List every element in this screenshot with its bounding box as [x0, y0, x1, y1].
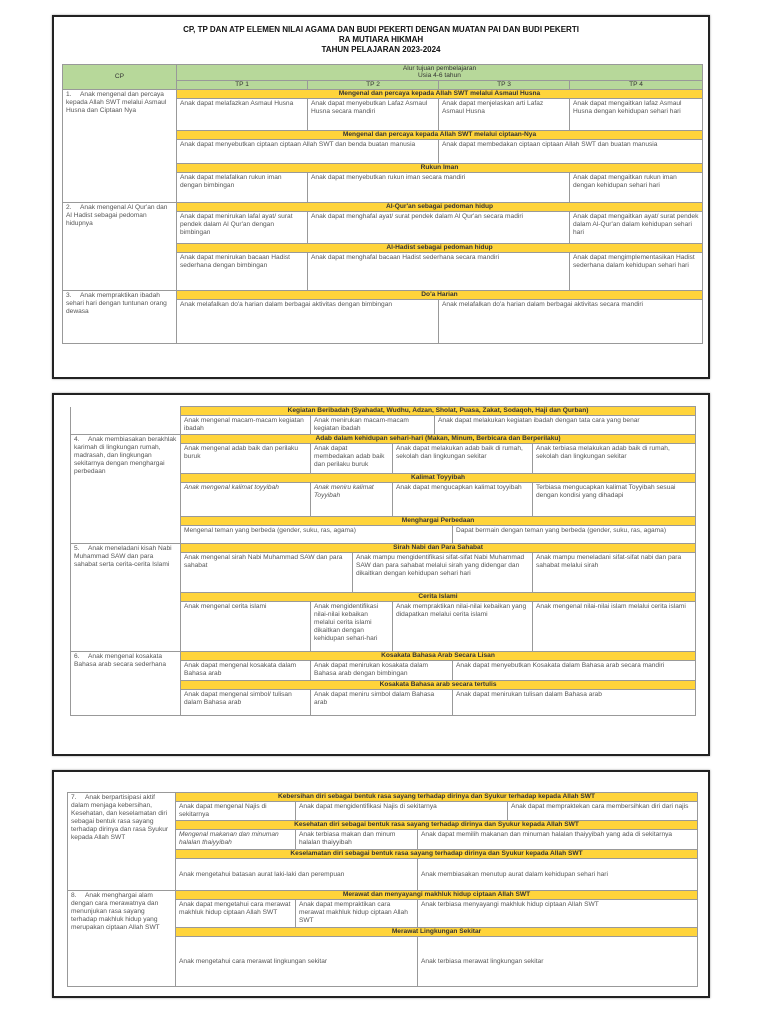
table-cell: Anak mengenal sirah Nabi Muhammad SAW dan para sahabat — [181, 553, 353, 593]
table-cell: Anak melafalkan do'a harian dalam berbagai aktivitas secara mandiri — [439, 300, 703, 344]
document-page-2 — [52, 393, 710, 756]
table-cell: Anak mengetahui batasan aurat laki-laki dan perempuan — [176, 859, 418, 891]
band-quran: Al-Qur'an sebagai pedoman hidup — [177, 203, 703, 212]
cp-number: 5. — [74, 545, 80, 552]
cp-text: Anak mengenal kosakata Bahasa arab secara sederhana — [74, 653, 167, 668]
table-cell: Anak menirukan macam-macam kegiatan ibadah — [311, 416, 435, 435]
cp-table-page-1 — [62, 64, 703, 344]
cp-number: 7. — [71, 794, 77, 801]
header-tp2: TP 2 — [308, 81, 439, 90]
table-cell: Mengenal makanan dan minuman halalan thaiyyibah — [176, 830, 296, 850]
band-hadist: Al-Hadist sebagai pedoman hidup — [177, 244, 703, 253]
band-ciptaan: Mengenal dan percaya kepada Allah SWT melalui ciptaan-Nya — [177, 131, 703, 140]
table-cell: Anak mengidentifikasi nilai-nilai kebaikan melalui cerita islami dikaitkan dengan kehidupan sehari-hari — [311, 602, 393, 652]
cp-cell-5 — [71, 544, 181, 652]
table-cell: Anak dapat melafazkan Asmaul Husna — [177, 99, 308, 131]
header-alur-line2: Usia 4-6 tahun — [418, 72, 461, 79]
header-tp1: TP 1 — [177, 81, 308, 90]
table-cell: Anak dapat mengenal simbol/ tulisan dalam Bahasa arab — [181, 690, 311, 716]
band-kebersihan: Kebersihan diri sebagai bentuk rasa sayang terhadap dirinya dan Syukur terhadap kepada Allah SWT — [176, 793, 698, 802]
table-cell: Anak mengenal nilai-nilai islam melalui cerita islami — [533, 602, 696, 652]
cp-cell-6 — [71, 652, 181, 716]
table-cell: Anak dapat mengucapkan kalimat toyyibah — [393, 483, 533, 517]
cp-text: Anak berpartisipasi aktif dalam menjaga kebersihan, Kesehatan, dan keselamatan diri sebagai bentuk rasa sayang terhadap dirinya dan rasa Syukur kepada Allah SWT — [71, 794, 169, 841]
table-cell: Dapat bermain dengan teman yang berbeda (gender, suku, ras, agama) — [453, 526, 696, 544]
band-kalimat-toyyibah: Kalimat Toyyibah — [181, 474, 696, 483]
table-cell: Anak terbiasa merawat lingkungan sekitar — [418, 937, 698, 987]
cp-text: Anak mengenal Al Qur'an dan Al Hadist sebagai pedoman hidupnya — [66, 204, 168, 227]
cp-number: 3. — [66, 292, 72, 299]
band-rukun-iman: Rukun Iman — [177, 164, 703, 173]
table-cell: Anak membiasakan menutup aurat dalam kehidupan sehari hari — [418, 859, 698, 891]
cp-text: Anak membiasakan berakhlak karimah di lingkungan rumah, madrasah, dan lingkungan sekitarnya dengan menghargai perbedaan — [74, 436, 177, 475]
table-cell: Anak dapat menjelaskan arti Lafaz Asmaul Husna — [439, 99, 570, 131]
header-alur — [177, 65, 703, 81]
title-line-3: TAHUN PELAJARAN 2023-2024 — [321, 45, 441, 54]
table-cell: Anak mengenal adab baik dan perilaku buruk — [181, 444, 311, 474]
band-adab: Adab dalam kehidupan sehari-hari (Makan, Minum, Berbicara dan Berperilaku) — [181, 435, 696, 444]
cp-text: Anak menghargai alam dengan cara merawatnya dan menunjukan rasa sayang terhadap makhluk hidup yang merupakan ciptaan Allah SWT — [71, 892, 160, 931]
cp-continued-cell — [71, 407, 181, 435]
table-cell: Anak dapat membedakan adab baik dan perilaku buruk — [311, 444, 393, 474]
table-cell: Anak dapat mempraktikan cara merawat makhluk hidup ciptaan Allah SWT — [296, 900, 418, 928]
table-cell: Anak dapat mengenal Najis di sekitarnya — [176, 802, 296, 821]
cp-number: 4. — [74, 436, 80, 443]
cp-text: Anak mempraktikan ibadah sehari hari dengan tuntunan orang dewasa — [66, 292, 167, 315]
band-menghargai: Menghargai Perbedaan — [181, 517, 696, 526]
table-cell: Anak dapat melakukan adab baik di rumah, sekolah dan lingkungan sekitar — [393, 444, 533, 474]
table-cell: Anak dapat melakukan kegiatan ibadah dengan tata cara yang benar — [435, 416, 696, 435]
table-cell: Anak dapat mengaitkan ayat/ surat pendek dalam Al-Qur'an dalam kehidupan sehari hari — [570, 212, 703, 244]
table-cell: Anak dapat mengenal kosakata dalam Bahasa arab — [181, 661, 311, 681]
table-cell: Anak terbiasa makan dan minum halalan thaiyyibah — [296, 830, 418, 850]
table-cell: Mengenal teman yang berbeda (gender, suku, ras, agama) — [181, 526, 453, 544]
cp-cell-2 — [63, 203, 177, 291]
cp-table-page-2 — [70, 406, 696, 716]
table-cell: Anak dapat mengaitkan rukun iman dengan kehidupan sehari hari — [570, 173, 703, 203]
table-cell: Anak mampu mengidentifikasi sifat-sifat Nabi Muhammad SAW dan para sahabat melalui sirah yang didengar dan dikaitkan dengan kehidupan sehari hari — [353, 553, 533, 593]
table-cell: Anak dapat menirukan kosakata dalam Bahasa arab dengan bimbingan — [311, 661, 453, 681]
cp-cell-3 — [63, 291, 177, 344]
table-cell: Anak melafalkan do'a harian dalam berbagai aktivitas dengan bimbingan — [177, 300, 439, 344]
header-alur-line1: Alur tujuan pembelajaran — [402, 65, 477, 72]
table-cell: Anak dapat membedakan ciptaan ciptaan Allah SWT dan buatan manusia — [439, 140, 703, 164]
cp-number: 6. — [74, 653, 80, 660]
band-asmaul-husna: Mengenal dan percaya kepada Allah SWT melalui Asmaul Husna — [177, 90, 703, 99]
table-cell: Anak dapat menyebutkan Kosakata dalam Bahasa arab secara mandiri — [453, 661, 696, 681]
table-cell: Anak dapat menirukan tulisan dalam Bahasa arab — [453, 690, 696, 716]
table-cell: Anak dapat mengaitkan lafaz Asmaul Husna dengan kehidupan sehari hari — [570, 99, 703, 131]
band-keselamatan: Keselamatan diri sebagai bentuk rasa sayang terhadap dirinya dan Syukur kepada Allah SWT — [176, 850, 698, 859]
table-cell: Anak dapat menirukan lafal ayat/ surat pendek dalam Al Qur'an dengan bimbingan — [177, 212, 308, 244]
title-line-1: CP, TP DAN ATP ELEMEN NILAI AGAMA DAN BUDI PEKERTI DENGAN MUATAN PAI DAN BUDI PEKERTI — [183, 25, 579, 34]
table-cell: Anak dapat melafalkan rukun iman dengan bimbingan — [177, 173, 308, 203]
header-tp4: TP 4 — [570, 81, 703, 90]
band-kosakata-lisan: Kosakata Bahasa Arab Secara Lisan — [181, 652, 696, 661]
table-cell: Anak terbiasa melakukan adab baik di rumah, sekolah dan lingkungan sekitar — [533, 444, 696, 474]
table-cell: Anak dapat mempraktekan cara membersihkan diri dari najis — [508, 802, 698, 821]
table-cell: Anak dapat mengimplementasikan Hadist sederhana dalam kehidupan sehari hari — [570, 253, 703, 291]
cp-text: Anak meneladani kisah Nabi Muhammad SAW dan para sahabat serta cerita-cerita Islami — [74, 545, 172, 568]
header-cp: CP — [63, 65, 177, 90]
band-merawat: Merawat dan menyayangi makhluk hidup ciptaan Allah SWT — [176, 891, 698, 900]
table-cell: Anak mempraktikan nilai-nilai kebaikan yang didapatkan melalui cerita islami — [393, 602, 533, 652]
band-lingkungan: Merawat Lingkungan Sekitar — [176, 928, 698, 937]
cp-number: 1. — [66, 91, 72, 98]
table-cell: Anak terbiasa menyayangi makhluk hidup ciptaan Allah SWT — [418, 900, 698, 928]
cp-text: Anak mengenal dan percaya kepada Allah SWT melalui Asmaul Husna dan Ciptaan Nya — [66, 91, 167, 114]
table-cell: Anak dapat menyebutkan ciptaan ciptaan Allah SWT dan benda buatan manusia — [177, 140, 439, 164]
table-cell: Anak mampu meneladani sifat-sifat nabi dan para sahabat melalui sirah — [533, 553, 696, 593]
header-tp3: TP 3 — [439, 81, 570, 90]
table-cell: Anak dapat menghafal bacaan Hadist sederhana secara mandiri — [308, 253, 570, 291]
band-kosakata-tertulis: Kosakata Bahasa arab secara tertulis — [181, 681, 696, 690]
table-cell: Anak dapat mengetahui cara merawat makhluk hidup ciptaan Allah SWT — [176, 900, 296, 928]
document-page-3 — [52, 770, 710, 998]
cp-cell-7 — [68, 793, 176, 891]
cp-cell-1 — [63, 90, 177, 203]
cp-table-page-3 — [67, 792, 698, 987]
table-cell: Anak meniru kalimat Toyyibah — [311, 483, 393, 517]
band-cerita-islami: Cerita Islami — [181, 593, 696, 602]
band-ibadah: Kegiatan Beribadah (Syahadat, Wudhu, Adzan, Sholat, Puasa, Zakat, Sodaqoh, Haji dan Qurban) — [181, 407, 696, 416]
band-kesehatan: Kesehatan diri sebagai bentuk rasa sayang terhadap dirinya dan Syukur kepada Allah SWT — [176, 821, 698, 830]
table-cell: Anak mengenal cerita islami — [181, 602, 311, 652]
table-cell: Anak dapat memilih makanan dan minuman halalan thaiyyibah yang ada di sekitarnya — [418, 830, 698, 850]
table-cell: Anak dapat meniru simbol dalam Bahasa arab — [311, 690, 453, 716]
table-cell: Anak dapat menirukan bacaan Hadist sederhana dengan bimbingan — [177, 253, 308, 291]
band-sirah: Sirah Nabi dan Para Sahabat — [181, 544, 696, 553]
table-cell: Terbiasa mengucapkan kalimat Toyyibah sesuai dengan kondisi yang dihadapi — [533, 483, 696, 517]
table-cell: Anak mengetahui cara merawat lingkungan sekitar — [176, 937, 418, 987]
table-cell: Anak dapat mengidentifikasi Najis di sekitarnya — [296, 802, 508, 821]
band-doa: Do'a Harian — [177, 291, 703, 300]
table-cell: Anak mengenal kalimat toyyibah — [181, 483, 311, 517]
title-line-2: RA MUTIARA HIKMAH — [338, 35, 424, 44]
table-cell: Anak dapat menyebutkan rukun iman secara mandiri — [308, 173, 570, 203]
cp-cell-4 — [71, 435, 181, 544]
document-title — [54, 25, 708, 55]
table-cell: Anak mengenal macam-macam kegiatan ibadah — [181, 416, 311, 435]
cp-cell-8 — [68, 891, 176, 987]
cp-number: 8. — [71, 892, 77, 899]
table-cell: Anak dapat menghafal ayat/ surat pendek dalam Al Qur'an secara madiri — [308, 212, 570, 244]
cp-number: 2. — [66, 204, 72, 211]
document-page-1 — [52, 15, 710, 379]
table-cell: Anak dapat menyebutkan Lafaz Asmaul Husna secara mandiri — [308, 99, 439, 131]
